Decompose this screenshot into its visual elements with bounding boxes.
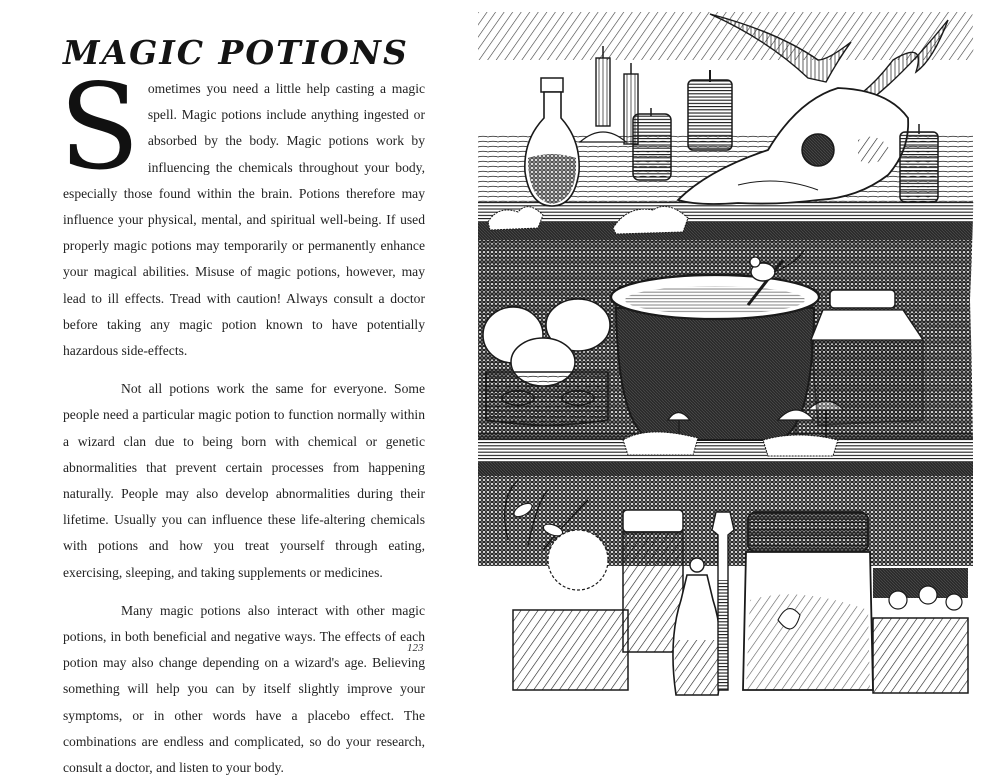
paragraph-2: Not all potions work the same for everyone. Some people need a particular magic potion to function normally within a wizard clan due to being born with chemical or genetic abnormalities that prevent certain processes from happening naturally. People may also develop abnormalities during their lifetime. Usually you can influence these life-altering chemicals with potions and how you treat yourself through eating, exercising, sleeping, and taking supplements or medicines. [63,381,425,580]
drop-cap: S [59,58,140,196]
paragraph-1 [59,58,425,364]
paragraph-1-text: ometimes you need a little help casting a magic spell. Magic potions include anything ingested or absorbed by the body. Magic potions work by influencing the chemicals throughout your body, especially those found within the brain. Potions therefore may influence your physical, mental, and spiritual well-being. If used properly magic potions may temporarily or permanently enhance your magical abilities. Misuse of magic potions, however, may lead to ill effects. Tread with caution! Always consult a doctor before taking any magic potion known to have potentially hazardous side-effects. [63,81,425,359]
pillar-candle-icon [688,70,732,150]
potion-shelf-illustration [478,0,981,700]
small-candle-icon [900,124,938,202]
left-page [0,0,478,776]
right-page [478,0,981,700]
short-candle-icon [633,108,671,180]
page-title: MAGIC POTIONS [63,33,409,72]
flower-pot-icon [873,568,968,693]
large-jar-icon [743,512,873,690]
body-text [59,58,425,781]
page-number: 123 [407,642,424,654]
paragraph-3: Many magic potions also interact with other magic potions, in both beneficial and negative ways. The effects of each potion may also change depending on a wizard's age. Believing something will help you can by itself slightly improve your symptoms, or in other words have a placebo effect. The combinations are endless and complicated, so do your research, consult a doctor, and listen to your body. [63,602,425,776]
